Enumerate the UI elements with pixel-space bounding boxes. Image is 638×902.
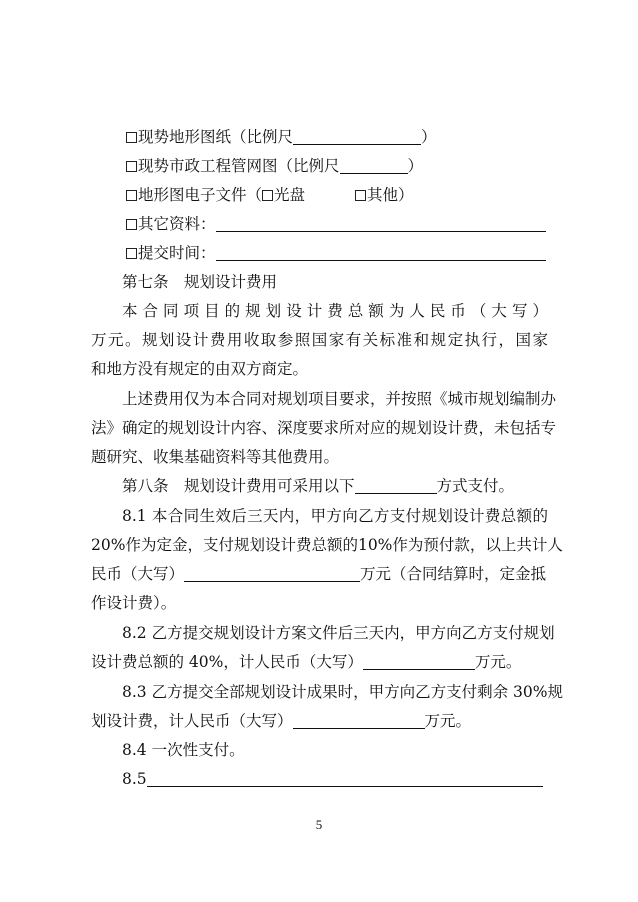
fill-blank[interactable] xyxy=(340,157,408,174)
fill-blank[interactable] xyxy=(184,565,360,582)
clause-8-5 xyxy=(122,769,638,789)
checkbox[interactable] xyxy=(126,219,137,230)
clause-8-3-line1: 8.3 乙方提交全部规划设计成果时，甲方向乙方支付剩余 30%规 xyxy=(122,683,563,701)
clause-8-4: 8.4 一次性支付。 xyxy=(122,741,245,759)
checkbox-item-other-data xyxy=(0,214,638,234)
article-8-title xyxy=(0,476,638,496)
clause-8-1-line1: 8.1 本合同生效后三天内，甲方向乙方支付规划设计费总额的 xyxy=(122,507,548,525)
checkbox[interactable] xyxy=(126,161,137,172)
fill-blank[interactable] xyxy=(216,244,546,261)
item-label: 地形图电子文件（ xyxy=(138,186,263,204)
clause-8-2-line2 xyxy=(91,652,638,672)
checkbox-other[interactable] xyxy=(355,190,366,201)
item-label: 其它资料： xyxy=(138,215,216,233)
clause-number: 8.5 xyxy=(122,770,147,788)
item-label: 现势地形图纸（比例尺 xyxy=(138,128,294,146)
clause-8-1-line4: 作设计费）。 xyxy=(91,594,177,612)
checkbox-item-digital-file xyxy=(0,185,638,205)
article-8-title-tail: 方式支付。 xyxy=(436,477,515,495)
fill-blank[interactable] xyxy=(293,128,421,145)
clause-text-tail: 万元。 xyxy=(474,653,522,671)
article-7-para1-line2: 万元。规划设计费用收取参照国家有关标准和规定执行，国家 xyxy=(91,331,548,349)
clause-8-1-line2: 20%作为定金，支付规划设计费总额的10%作为预付款，以上共计人 xyxy=(91,536,563,554)
article-7-para1-line3: 和地方没有规定的由双方商定。 xyxy=(91,360,309,378)
clause-text: 民币（大写） xyxy=(91,565,185,583)
article-7-para2-line3: 题研究、收集基础资料等其他费用。 xyxy=(91,448,340,466)
checkbox-item-topographic-map xyxy=(0,127,638,147)
checkbox-item-submit-time xyxy=(0,243,638,263)
item-label-tail: ） xyxy=(421,128,437,146)
fill-blank[interactable] xyxy=(216,215,546,232)
fill-blank[interactable] xyxy=(355,477,437,494)
item-label-disc: 光盘 xyxy=(274,186,306,204)
page-number: 5 xyxy=(315,817,323,832)
clause-text: 划设计费，计人民币（大写） xyxy=(91,712,293,730)
clause-text: 设计费总额的 40%，计人民币（大写） xyxy=(91,653,363,671)
checkbox[interactable] xyxy=(126,190,137,201)
fill-blank[interactable] xyxy=(293,712,425,729)
checkbox[interactable] xyxy=(126,132,137,143)
item-label-other: 其他） xyxy=(367,186,414,204)
article-7-para2-line1: 上述费用仅为本合同对规划项目要求，并按照《城市规划编制办 xyxy=(122,390,557,408)
checkbox[interactable] xyxy=(126,248,137,259)
item-label-tail: ） xyxy=(407,157,424,175)
article-7-para1-line1: 本合同项目的规划设计费总额为人民币（大写） xyxy=(122,302,548,320)
checkbox-item-pipeline-map xyxy=(0,156,638,176)
item-label: 现势市政工程管网图（比例尺 xyxy=(138,157,340,175)
clause-8-2-line1: 8.2 乙方提交规划设计方案文件后三天内，甲方向乙方支付规划 xyxy=(122,624,555,642)
clause-text-tail: 万元。 xyxy=(424,712,472,730)
fill-blank[interactable] xyxy=(147,770,543,787)
clause-8-1-line3 xyxy=(91,564,638,584)
clause-8-3-line2 xyxy=(91,711,638,731)
article-7-title: 第七条 规划设计费用 xyxy=(122,273,278,291)
article-7-para2-line2: 法》确定的规划设计内容、深度要求所对应的规划设计费，未包括专 xyxy=(91,419,557,437)
fill-blank[interactable] xyxy=(363,653,475,670)
clause-text-tail: 万元（合同结算时，定金抵 xyxy=(360,565,547,583)
item-label: 提交时间： xyxy=(138,244,216,262)
checkbox-disc[interactable] xyxy=(262,190,273,201)
article-8-title-text: 第八条 规划设计费用可采用以下 xyxy=(122,477,355,495)
